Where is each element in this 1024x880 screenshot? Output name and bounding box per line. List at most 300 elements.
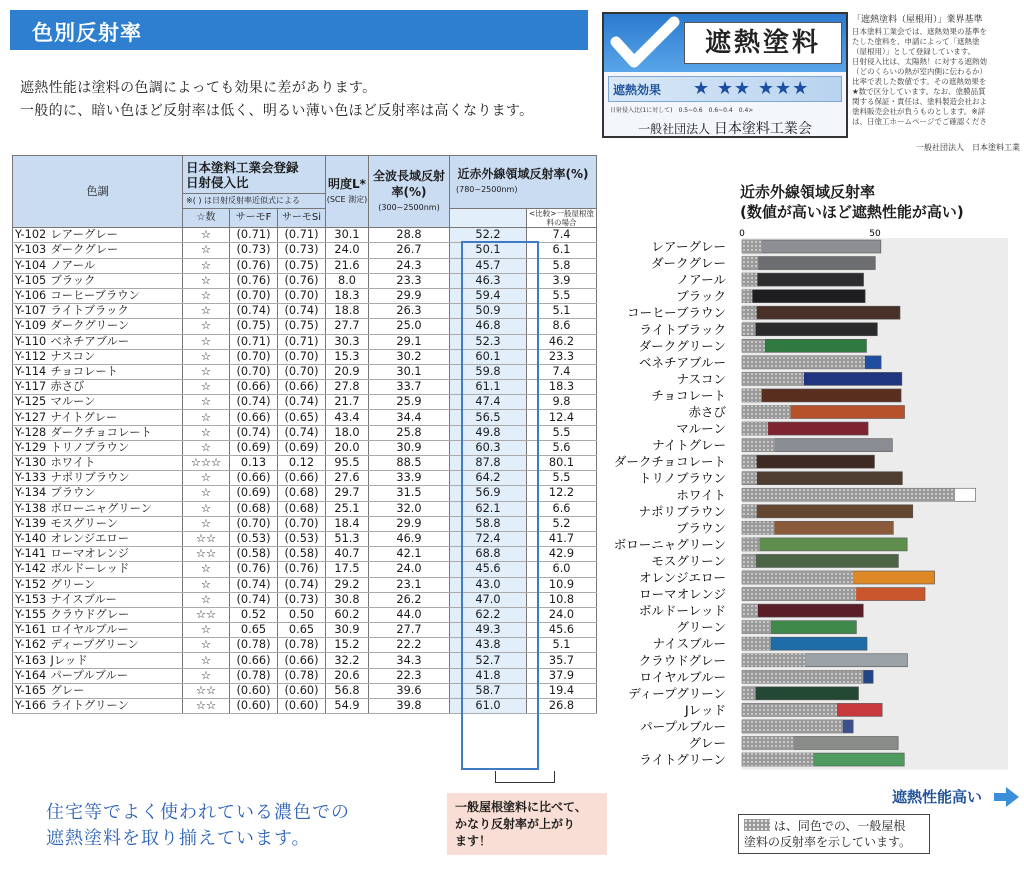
cell-full: 29.1 [369,334,450,349]
general-paint-bar [742,339,765,352]
cell-nir: 46.3 [450,273,527,288]
cell-stars: ☆ [183,471,230,486]
cell-name: ホワイト [51,456,183,471]
general-paint-bar [742,538,760,551]
table-row [13,410,597,425]
category-label: ホワイト [676,487,726,503]
note-title: 「遮熱塗料（屋根用）」業界基準 [852,15,983,25]
header-L-sub: (SCE 測定) [326,194,368,204]
cell-sef: 0.65 [230,623,278,638]
category-label: クラウドグレー [638,652,726,668]
cell-code: Y-138 [13,501,51,516]
general-paint-bar [742,356,865,369]
cell-code: Y-112 [13,349,51,364]
general-paint-bar [742,488,955,501]
cell-name: ライトグリーン [51,699,183,714]
cell-nir: 56.9 [450,486,527,501]
cell-stars: ☆ [183,440,230,455]
cell-name: ナポリブラウン [51,471,183,486]
category-label: ベネチアブルー [638,354,726,370]
note-line: 塗料販売会社が負うものとします。※詳 [852,107,986,116]
nir-bar [742,240,881,253]
cell-name: レアーグレー [51,228,183,243]
category-label: ブラック [676,288,726,304]
cell-gen: 5.6 [527,440,597,455]
cell-L: 15.2 [326,638,369,653]
cell-stars: ☆ [183,486,230,501]
cell-nir: 49.3 [450,623,527,638]
cell-stars: ☆ [183,623,230,638]
chart-title-line-1: 近赤外線領域反射率 [740,183,876,201]
cell-nir: 50.9 [450,304,527,319]
cell-stars: ☆ [183,577,230,592]
note-line: 日射侵入比は、太陽熱！に対する遮熱効 [852,57,987,66]
cell-code: Y-110 [13,334,51,349]
cell-full: 22.3 [369,668,450,683]
cell-nir: 52.3 [450,334,527,349]
cell-name: クラウドグレー [51,607,183,622]
cell-gen: 37.9 [527,668,597,683]
note-line: （どのくらいの熱が室内側に伝わるか） [852,67,987,76]
nir-bar [742,554,898,567]
cell-nir: 60.1 [450,349,527,364]
nir-bar [742,604,863,617]
chart-legend [738,814,930,854]
cell-sesi: (0.66) [278,380,326,395]
cell-code: Y-164 [13,668,51,683]
cert-org-name: 日本塗料工業会 [713,121,812,137]
cell-name: ローマオレンジ [51,547,183,562]
cell-stars: ☆ [183,349,230,364]
header-jpma-sub: 日射侵入比 [186,174,249,190]
nir-bar [742,306,900,319]
tick-label: 0 [739,229,745,239]
table-row [13,486,597,501]
header-full-title: 全波長域反射率(%) [372,168,445,199]
cell-L: 40.7 [326,547,369,562]
cell-stars: ☆☆ [183,531,230,546]
cell-sesi: (0.75) [278,319,326,334]
cell-full: 25.0 [369,319,450,334]
cell-sef: (0.66) [230,410,278,425]
cell-name: Jレッド [51,653,183,668]
cell-name: ノアール [51,258,183,273]
cell-L: 18.3 [326,288,369,303]
cell-name: マルーン [51,395,183,410]
cell-full: 30.9 [369,440,450,455]
cell-sesi: (0.73) [278,243,326,258]
cell-stars: ☆ [183,562,230,577]
cell-name: 赤さび [51,380,183,395]
cell-nir: 87.8 [450,456,527,471]
cell-full: 29.9 [369,288,450,303]
cell-stars: ☆ [183,273,230,288]
cell-L: 27.7 [326,319,369,334]
general-paint-bar [742,720,843,733]
general-paint-bar [742,273,757,286]
cell-sef: 0.52 [230,607,278,622]
table-row [13,319,597,334]
cell-name: ボルドーレッド [51,562,183,577]
cell-code: Y-162 [13,638,51,653]
nir-bar [742,455,874,468]
cell-name: ダークチョコレート [51,425,183,440]
title-banner [10,10,588,50]
cell-gen: 3.9 [527,273,597,288]
general-paint-bar [742,604,758,617]
cell-sef: (0.74) [230,425,278,440]
cell-code: Y-127 [13,410,51,425]
note-signature: 一般社団法人 日本塗料工業 [916,143,1020,152]
cell-L: 21.6 [326,258,369,273]
nir-bar [742,538,907,551]
cell-sef: (0.74) [230,577,278,592]
general-paint-bar [742,571,853,584]
cell-sef: (0.53) [230,531,278,546]
cell-L: 17.5 [326,562,369,577]
cell-sef: (0.66) [230,471,278,486]
cell-gen: 23.3 [527,349,597,364]
cell-sef: (0.60) [230,683,278,698]
cell-stars: ☆ [183,380,230,395]
cell-code: Y-114 [13,364,51,379]
cell-full: 26.3 [369,304,450,319]
header-jpma-note: ※( ) は日射反射率近似式による [183,194,326,209]
cell-full: 28.8 [369,228,450,243]
cell-code: Y-142 [13,562,51,577]
callout-line-2: かなり反射率が上がり [455,817,576,831]
cell-stars: ☆☆ [183,683,230,698]
cell-L: 54.9 [326,699,369,714]
general-paint-bar [742,406,791,419]
cell-gen: 5.5 [527,471,597,486]
arrow-right-icon [992,786,1020,808]
note-line: 関する保証・責任は、塗料製造会社およ [852,97,987,106]
table-row [13,699,597,714]
cell-gen: 8.6 [527,319,597,334]
cell-sesi: (0.78) [278,668,326,683]
cell-full: 23.3 [369,273,450,288]
table-row [13,562,597,577]
category-label: ナイスブルー [652,636,726,652]
general-paint-bar [742,240,762,253]
cell-name: ブラウン [51,486,183,501]
header-jpma [183,156,326,194]
cell-stars: ☆ [183,288,230,303]
cell-L: 56.8 [326,683,369,698]
cell-full: 30.2 [369,349,450,364]
cell-code: Y-130 [13,456,51,471]
cell-gen: 19.4 [527,683,597,698]
cell-nir: 43.8 [450,638,527,653]
header-L-title: 明度L* [328,176,366,191]
cell-stars: ☆ [183,425,230,440]
nir-bar [742,290,865,303]
cell-sesi: (0.70) [278,288,326,303]
table-row [13,516,597,531]
cell-name: ディープグリーン [51,638,183,653]
cell-stars: ☆ [183,592,230,607]
category-label: ナスコン [676,371,726,387]
general-paint-bar [742,637,771,650]
category-label: ボルドーレッド [638,603,726,619]
cell-sef: (0.76) [230,562,278,577]
category-label: ノアール [676,272,726,288]
table-row [13,273,597,288]
cell-sesi: (0.65) [278,410,326,425]
cell-sef: (0.76) [230,273,278,288]
cell-L: 60.2 [326,607,369,622]
category-label: ブラウン [675,520,726,536]
cell-stars: ☆ [183,501,230,516]
cell-sef: (0.58) [230,547,278,562]
note-line: は、日塗工ホームページでご確認くださ [852,117,987,126]
cell-full: 31.5 [369,486,450,501]
nir-bar [742,389,901,402]
table-row [13,364,597,379]
footer-message [46,800,350,852]
cell-nir: 56.5 [450,410,527,425]
cell-gen: 10.8 [527,592,597,607]
cell-nir: 52.7 [450,653,527,668]
cell-L: 21.7 [326,395,369,410]
cell-name: ベネチアブルー [51,334,183,349]
cell-full: 33.7 [369,380,450,395]
cell-L: 24.0 [326,243,369,258]
cell-sesi: (0.75) [278,258,326,273]
header-nir-title: 近赤外線領域反射率(%) [457,167,589,182]
cell-sesi: (0.60) [278,699,326,714]
general-paint-bar [742,422,768,435]
legend-text-2: 塗料の反射率を示しています。 [744,835,912,849]
nir-bar [742,505,913,518]
cell-stars: ☆ [183,410,230,425]
certification-logo [602,12,848,138]
table-row [13,380,597,395]
cert-org [604,118,846,138]
cell-code: Y-105 [13,273,51,288]
header-jpma-title: 日本塗料工業会登録 [186,159,299,175]
cell-sef: (0.70) [230,288,278,303]
cell-sesi: (0.53) [278,531,326,546]
cell-code: Y-104 [13,258,51,273]
cell-stars: ☆ [183,304,230,319]
cell-code: Y-103 [13,243,51,258]
nir-bar [742,472,902,485]
cell-stars: ☆ [183,653,230,668]
cell-name: パープルブルー [51,668,183,683]
cell-sef: (0.74) [230,395,278,410]
table-row [13,258,597,273]
star-rating-icon: ★ ★★ ★★★ [693,78,810,99]
chart-title [740,182,964,222]
note-line: 比率で表した数値です。その遮熱効果を [852,77,987,86]
cell-stars: ☆☆ [183,547,230,562]
table-row [13,228,597,243]
cell-gen: 7.4 [527,228,597,243]
cell-gen: 7.4 [527,364,597,379]
cell-name: グリーン [51,577,183,592]
cell-gen: 18.3 [527,380,597,395]
header-general: <比較>一般屋根塗料の場合 [527,209,597,228]
cell-stars: ☆ [183,668,230,683]
general-paint-bar [742,257,758,270]
cell-name: ロイヤルブルー [51,623,183,638]
cell-sesi: (0.74) [278,395,326,410]
cell-sesi: (0.76) [278,273,326,288]
cell-nir: 47.4 [450,395,527,410]
header-full-wave [369,156,450,228]
cell-name: ダークグレー [51,243,183,258]
cell-sesi: (0.71) [278,334,326,349]
cell-stars: ☆ [183,638,230,653]
cell-L: 29.2 [326,577,369,592]
cell-sesi: (0.68) [278,501,326,516]
cell-code: Y-139 [13,516,51,531]
general-paint-bar [742,306,757,319]
general-paint-bar [742,372,804,385]
table-row [13,547,597,562]
note-line: （屋根用）」として登録しています。 [852,47,976,56]
general-paint-bar [742,737,794,750]
cell-L: 95.5 [326,456,369,471]
chart-title-line-2: (数値が高いほど遮熱性能が高い) [740,203,964,221]
standard-note [852,12,1024,154]
general-paint-bar [742,621,771,634]
cell-gen: 5.1 [527,304,597,319]
cell-sesi: (0.68) [278,486,326,501]
intro-line-1: 遮熱性能は塗料の色調によっても効果に差があります。 [20,80,377,96]
table-row [13,592,597,607]
general-paint-bar [742,687,756,700]
cell-nir: 58.7 [450,683,527,698]
cell-L: 30.8 [326,592,369,607]
cell-name: チョコレート [51,364,183,379]
cell-nir: 62.2 [450,607,527,622]
cell-L: 51.3 [326,531,369,546]
cell-code: Y-106 [13,288,51,303]
cell-full: 23.1 [369,577,450,592]
cell-sef: (0.75) [230,319,278,334]
cell-code: Y-117 [13,380,51,395]
cell-code: Y-163 [13,653,51,668]
general-paint-bar [742,323,756,336]
cell-code: Y-153 [13,592,51,607]
table-row [13,471,597,486]
cell-sesi: (0.58) [278,547,326,562]
cell-L: 15.3 [326,349,369,364]
header-full-sub: (300~2500nm) [378,202,440,212]
cell-L: 20.9 [326,364,369,379]
cell-full: 26.7 [369,243,450,258]
cell-L: 18.8 [326,304,369,319]
cell-stars: ☆ [183,364,230,379]
cert-effect-bar [608,76,842,102]
category-label: ダークグレー [650,255,726,271]
cell-sesi: (0.70) [278,349,326,364]
cell-gen: 5.1 [527,638,597,653]
cell-gen: 26.8 [527,699,597,714]
footer-line-1: 住宅等でよく使われている濃色での [46,802,350,823]
cell-nir: 60.3 [450,440,527,455]
cell-nir: 50.1 [450,243,527,258]
general-paint-bar [742,588,856,601]
cell-sef: (0.78) [230,668,278,683]
cell-sesi: (0.69) [278,440,326,455]
cell-gen: 5.5 [527,425,597,440]
cell-L: 27.8 [326,380,369,395]
table-row [13,440,597,455]
cell-full: 34.4 [369,410,450,425]
cell-stars: ☆ [183,243,230,258]
cell-full: 26.2 [369,592,450,607]
cell-name: コーヒーブラウン [51,288,183,303]
cell-L: 25.1 [326,501,369,516]
cell-code: Y-166 [13,699,51,714]
cell-gen: 35.7 [527,653,597,668]
cell-sef: (0.71) [230,334,278,349]
general-paint-bar [742,472,757,485]
category-label: ナポリブラウン [638,503,726,519]
cell-sef: (0.76) [230,258,278,273]
cell-gen: 80.1 [527,456,597,471]
note-line: たした塗料を、申請によって「遮熱塗 [852,37,980,46]
cell-code: Y-161 [13,623,51,638]
cell-gen: 24.0 [527,607,597,622]
general-paint-bar [742,654,806,667]
cell-nir: 52.2 [450,228,527,243]
cell-code: Y-134 [13,486,51,501]
cell-full: 24.0 [369,562,450,577]
cell-sesi: (0.70) [278,364,326,379]
legend-text-1: は、同色での、一般屋根 [773,819,906,833]
cell-L: 30.9 [326,623,369,638]
cell-full: 25.9 [369,395,450,410]
cell-sef: (0.71) [230,228,278,243]
cell-name: モスグリーン [51,516,183,531]
cell-L: 18.0 [326,425,369,440]
cell-code: Y-102 [13,228,51,243]
cell-L: 18.4 [326,516,369,531]
cell-sef: (0.70) [230,516,278,531]
cell-stars: ☆ [183,258,230,273]
cell-nir: 43.0 [450,577,527,592]
cell-nir: 61.0 [450,699,527,714]
cell-sef: (0.60) [230,699,278,714]
cell-full: 34.3 [369,653,450,668]
cell-stars: ☆ [183,319,230,334]
cell-sef: (0.78) [230,638,278,653]
cell-gen: 41.7 [527,531,597,546]
cert-scale: 日射侵入比(1に対して) 0.5~0.6 0.6~0.4 0.4> [610,107,754,114]
cell-code: Y-128 [13,425,51,440]
table-row [13,288,597,303]
cell-nir: 62.1 [450,501,527,516]
cell-sef: (0.74) [230,304,278,319]
cell-nir: 41.8 [450,668,527,683]
comparison-callout [447,793,607,855]
cell-nir: 45.6 [450,562,527,577]
cell-sesi: (0.78) [278,638,326,653]
cell-stars: ☆ [183,228,230,243]
cell-name: ナイトグレー [51,410,183,425]
cell-full: 25.8 [369,425,450,440]
general-paint-bar [742,703,837,716]
hatch-swatch-icon [744,819,770,831]
cell-sesi: (0.74) [278,577,326,592]
cell-sesi: (0.74) [278,425,326,440]
cell-sesi: (0.70) [278,516,326,531]
